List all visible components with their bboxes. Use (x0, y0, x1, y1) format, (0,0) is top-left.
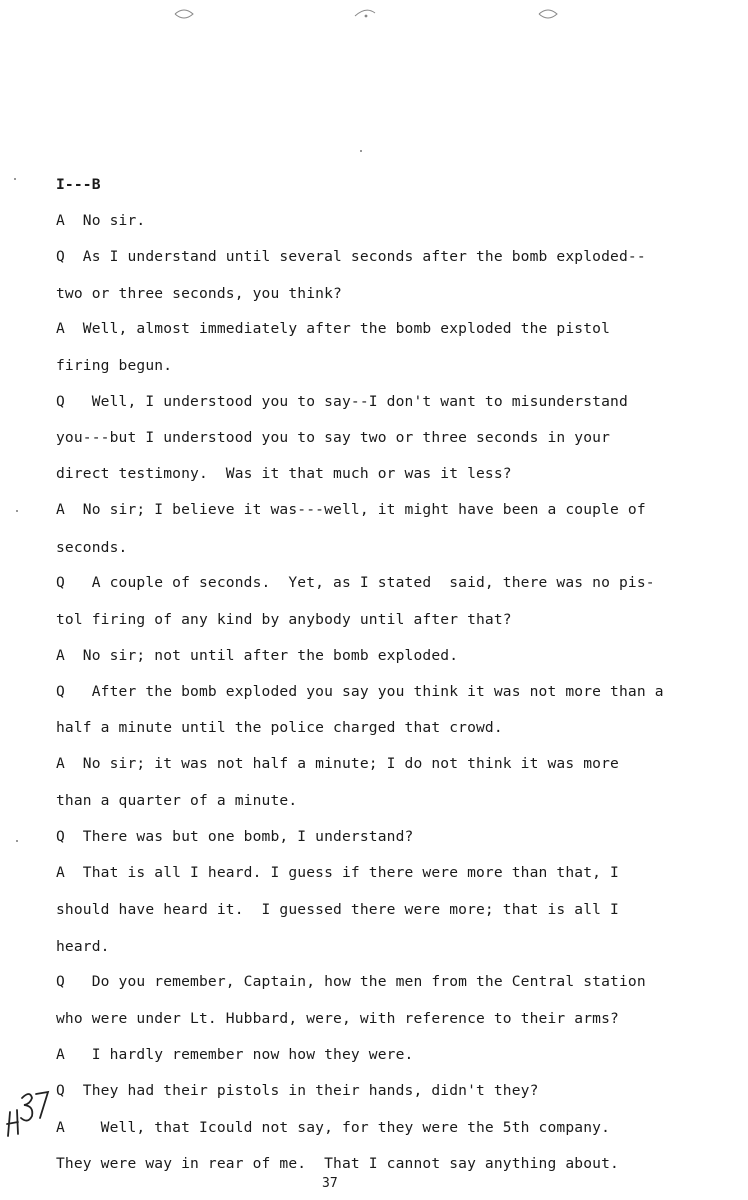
transcript-line: Q They had their pistols in their hands, didn't they? (56, 1082, 539, 1099)
transcript-line: direct testimony. Was it that much or was it less? (56, 465, 512, 482)
transcript-line: you---but I understood you to say two or three seconds in your (56, 429, 611, 446)
transcript-line: Q Do you remember, Captain, how the men from the Central station (56, 973, 646, 990)
transcript-line: than a quarter of a minute. (56, 792, 298, 809)
transcript-line: A No sir; not until after the bomb exploded. (56, 647, 459, 664)
transcript-line: A That is all I heard. I guess if there were more than that, I (56, 864, 619, 881)
transcript-line: tol firing of any kind by anybody until after that? (56, 611, 512, 628)
handwritten-margin-note (4, 1082, 52, 1138)
page-number: 37 (322, 1176, 338, 1191)
paper-speck (16, 840, 18, 842)
transcript-line: A No sir; it was not half a minute; I do not think it was more (56, 755, 619, 772)
transcript-line: Q As I understand until several seconds after the bomb exploded-- (56, 248, 646, 265)
transcript-line: Q Well, I understood you to say--I don't want to misunderstand (56, 393, 628, 410)
punch-hole-center-icon (352, 4, 378, 24)
paper-speck (14, 178, 16, 180)
punch-hole-right-icon (536, 4, 560, 24)
paper-speck (16, 510, 18, 512)
transcript-line: seconds. (56, 539, 128, 556)
transcript-line: A Well, almost immediately after the bomb exploded the pistol (56, 320, 611, 337)
transcript-line: should have heard it. I guessed there were more; that is all I (56, 901, 619, 918)
paper-speck (360, 150, 362, 152)
transcript-line: two or three seconds, you think? (56, 285, 342, 302)
transcript-line: Q After the bomb exploded you say you think it was not more than a (56, 683, 664, 700)
transcript-line: heard. (56, 938, 110, 955)
transcript-line: Q A couple of seconds. Yet, as I stated said, there was no pis- (56, 574, 655, 591)
transcript-line: who were under Lt. Hubbard, were, with reference to their arms? (56, 1010, 619, 1027)
transcript-line: half a minute until the police charged that crowd. (56, 719, 503, 736)
punch-hole-left-icon (172, 4, 196, 24)
transcript-line: A No sir. (56, 212, 146, 229)
section-id: I---B (56, 176, 101, 193)
transcript-line: A No sir; I believe it was---well, it might have been a couple of (56, 501, 646, 518)
transcript-line: firing begun. (56, 357, 173, 374)
transcript-line: A I hardly remember now how they were. (56, 1046, 414, 1063)
transcript-line: They were way in rear of me. That I cannot say anything about. (56, 1155, 619, 1172)
transcript-line: Q There was but one bomb, I understand? (56, 828, 414, 845)
transcript-line: A Well, that Icould not say, for they were the 5th company. (56, 1119, 611, 1136)
